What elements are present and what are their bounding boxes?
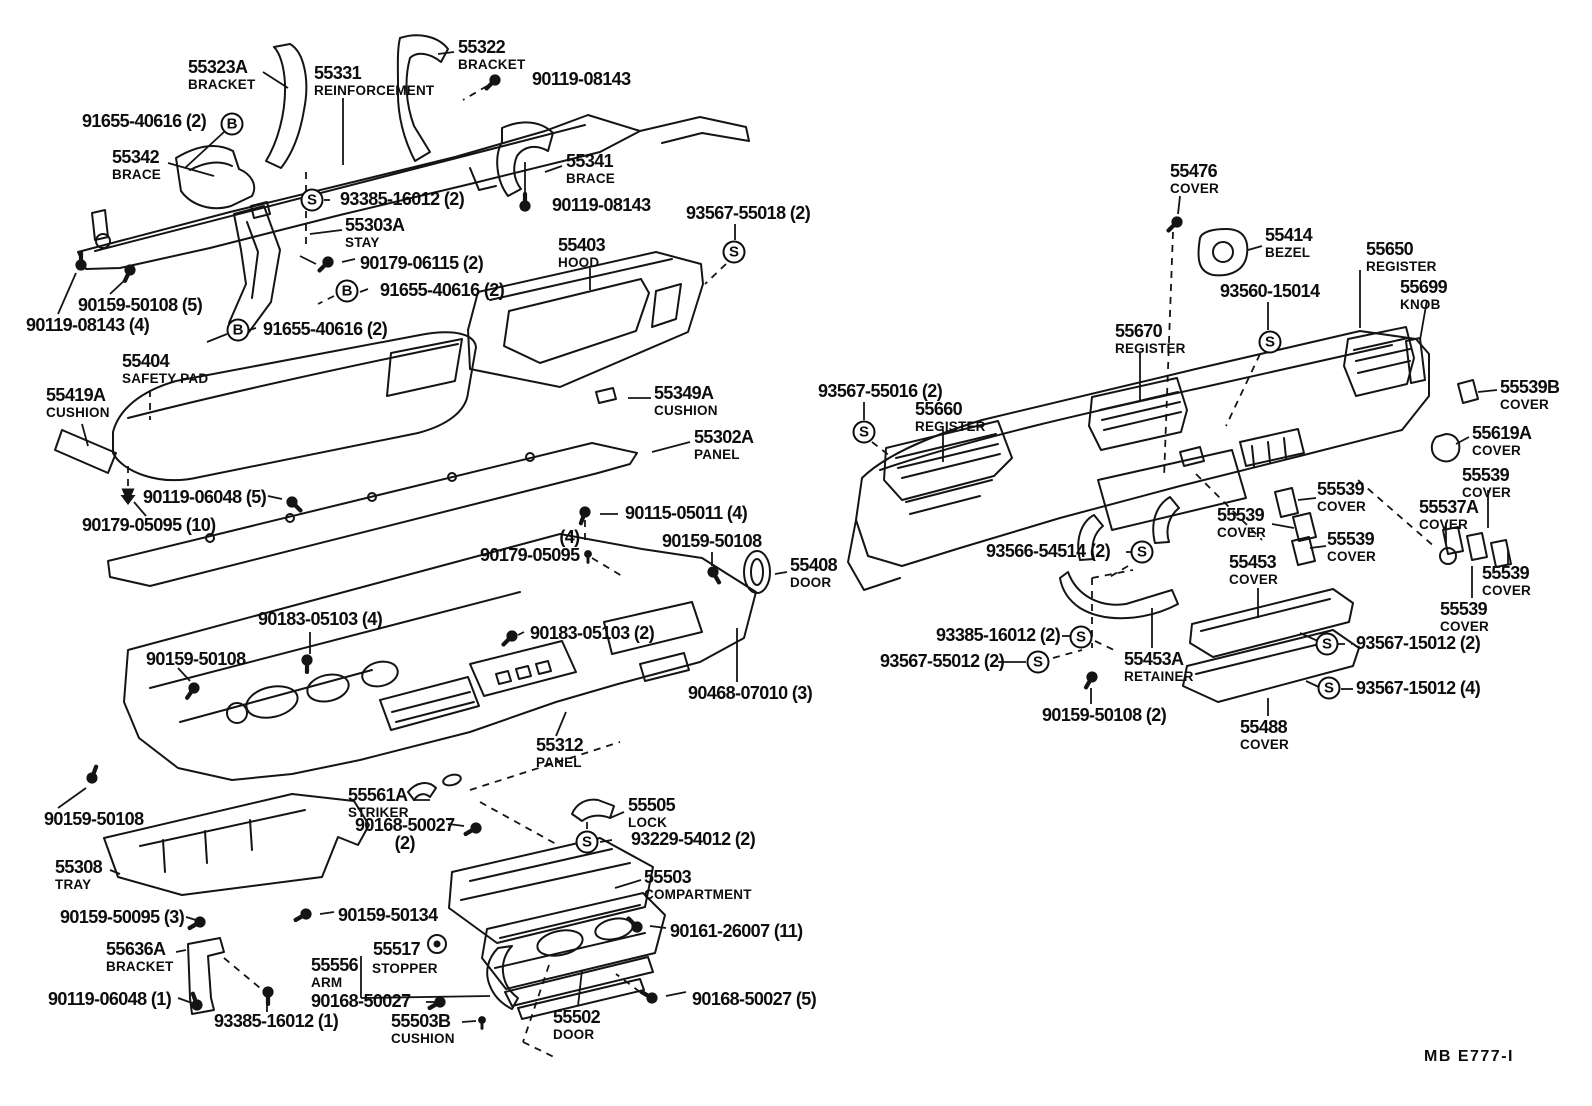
part-label-90159-50108: 90159-50108 [44,809,144,829]
part-label-91655-40616-2-: 91655-40616 (2) [82,111,207,131]
part-label-90119-06048-5-: 90119-06048 (5) [143,487,267,507]
part-label-90159-50108: 90159-50108 [146,649,246,669]
circled-b-symbol: B [227,319,250,342]
circled-s-symbol: S [1027,651,1050,674]
part-label-93567-55016-2-: 93567-55016 (2) [818,381,943,401]
part-label-90119-08143-4-: 90119-08143 (4) [26,315,150,335]
circled-s-symbol: S [1070,626,1093,649]
part-label-93567-55018-2-: 93567-55018 (2) [686,203,811,223]
part-label-90115-05011-4-: 90115-05011 (4) [625,503,748,523]
part-label-90183-05103-4-: 90183-05103 (4) [258,609,383,629]
part-label-55302A: 55302A PANEL [694,427,754,462]
part-label-93567-15012-2-: 93567-15012 (2) [1356,633,1481,653]
part-label-90161-26007-11-: 90161-26007 (11) [670,921,803,941]
part-name-label: STOPPER [372,961,438,976]
part-label-55539: 55539 COVER [1462,465,1512,500]
part-label-55503: 55503 COMPARTMENT [644,867,752,902]
part-label-55505: 55505 LOCK [628,795,676,830]
circled-s-symbol: S [301,189,324,212]
part-label-90179-06115-2-: 90179-06115 (2) [360,253,484,273]
part-label-90159-50108-5-: 90159-50108 (5) [78,295,203,315]
part-label-91655-40616-2-: 91655-40616 (2) [263,319,388,339]
part-label-90179-05095-10-: 90179-05095 (10) [82,515,216,535]
part-label-55556: 55556 [311,955,359,975]
circled-b-symbol: B [336,280,359,303]
part-label-55414: 55414 BEZEL [1265,225,1313,260]
part-label-55323A: 55323A BRACKET [188,57,256,92]
fastener-icons [75,69,1185,1030]
circled-s-symbol: S [576,831,599,854]
part-label-55322: 55322 BRACKET [458,37,526,72]
part-label-55561A: 55561A STRIKER [348,785,409,820]
part-label-55636A: 55636A BRACKET [106,939,174,974]
part-label-55539B: 55539B COVER [1500,377,1560,412]
part-label-90168-50027: 90168-50027 [311,991,411,1011]
part-label--4-: (4) 90179-05095 [480,527,580,565]
part-label-90119-08143: 90119-08143 [532,69,631,89]
part-label-55303A: 55303A STAY [345,215,405,250]
circled-b-symbol: B [221,113,244,136]
part-label-90119-06048-1-: 90119-06048 (1) [48,989,172,1009]
part-label-55453: 55453 COVER [1229,552,1279,587]
circled-s-symbol: S [1259,331,1282,354]
part-label-55539: 55539 COVER [1217,505,1267,540]
part-label-55312: 55312 PANEL [536,735,584,770]
part-label-91655-40616-2-: 91655-40616 (2) [380,280,505,300]
part-label-55539: 55539 COVER [1440,599,1490,634]
part-label-55341: 55341 BRACE [566,151,616,186]
part-label-55539: 55539 COVER [1482,563,1532,598]
part-label-55419A: 55419A CUSHION [46,385,110,420]
part-label-55517: 55517 [373,939,421,959]
part-label-55650: 55650 REGISTER [1366,239,1437,274]
circled-s-symbol: S [723,241,746,264]
part-label-55619A: 55619A COVER [1472,423,1532,458]
part-label-93229-54012-2-: 93229-54012 (2) [631,829,756,849]
part-label-93567-15012-4-: 93567-15012 (4) [1356,678,1481,698]
part-label-90159-50108: 90159-50108 [662,531,762,551]
part-label-55539: 55539 COVER [1327,529,1377,564]
part-label-55342: 55342 BRACE [112,147,162,182]
part-label-55660: 55660 REGISTER [915,399,986,434]
part-label-55403: 55403 HOOD [558,235,606,270]
part-label-55453A: 55453A RETAINER [1124,649,1194,684]
part-label-55539: 55539 COVER [1317,479,1367,514]
part-label-90168-50027-5-: 90168-50027 (5) [692,989,817,1009]
circled-s-symbol: S [1131,541,1154,564]
part-label-93560-15014: 93560-15014 [1220,281,1320,301]
part-label-55699: 55699 KNOB [1400,277,1448,312]
part-label-93385-16012-1-: 93385-16012 (1) [214,1011,339,1031]
part-label-55404: 55404 SAFETY PAD [122,351,209,386]
part-label-90119-08143: 90119-08143 [552,195,651,215]
part-label-55488: 55488 COVER [1240,717,1290,752]
part-label-93385-16012-2-: 93385-16012 (2) [936,625,1061,645]
part-label-55408: 55408 DOOR [790,555,838,590]
part-name-label: ARM [311,975,343,990]
part-label-55308: 55308 TRAY [55,857,103,892]
part-label-55503B: 55503B CUSHION [391,1011,455,1046]
part-label-55476: 55476 COVER [1170,161,1220,196]
part-label-90183-05103-2-: 90183-05103 (2) [530,623,655,643]
circled-s-symbol: S [1316,633,1339,656]
part-label-90159-50108-2-: 90159-50108 (2) [1042,705,1167,725]
part-label-90159-50134: 90159-50134 [338,905,438,925]
part-label-55670: 55670 REGISTER [1115,321,1186,356]
part-label-93567-55012-2-: 93567-55012 (2) [880,651,1005,671]
part-label-90159-50095-3-: 90159-50095 (3) [60,907,185,927]
part-label-90468-07010-3-: 90468-07010 (3) [688,683,813,703]
part-label-93566-54514-2-: 93566-54514 (2) [986,541,1111,561]
circled-s-symbol: S [1318,677,1341,700]
part-label-55502: 55502 DOOR [553,1007,601,1042]
part-label-55537A: 55537A COVER [1419,497,1479,532]
part-label-55331: 55331 REINFORCEMENT [314,63,435,98]
part-label-90168-50027: 90168-50027 (2) [355,815,455,853]
diagram-figure-code: MB E777-I [1424,1048,1514,1065]
part-label-93385-16012-2-: 93385-16012 (2) [340,189,465,209]
part-label-55349A: 55349A CUSHION [654,383,718,418]
circled-s-symbol: S [853,421,876,444]
